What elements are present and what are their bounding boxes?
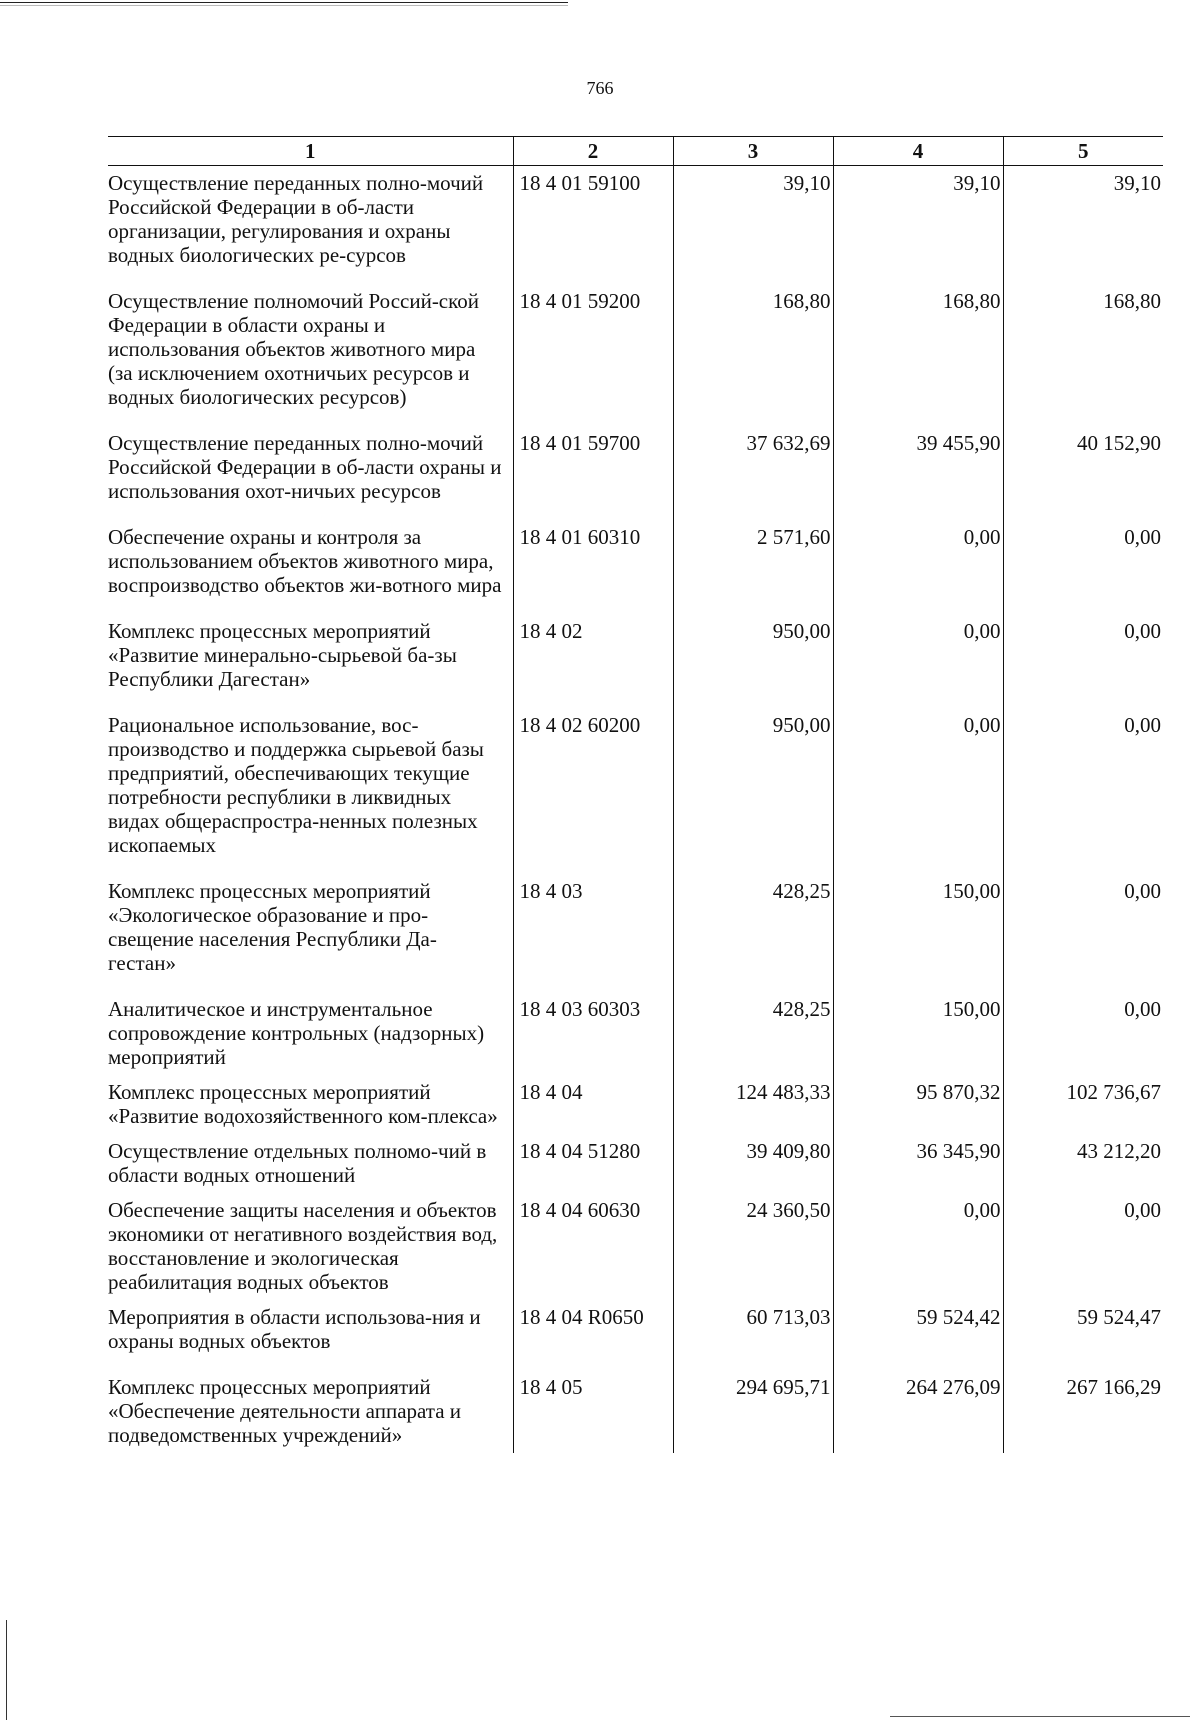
bottom-rule: [890, 1716, 1190, 1717]
row-value-5: 59 524,47: [1003, 1300, 1163, 1370]
row-name: Мероприятия в области использова-ния и охраны водных объектов: [108, 1305, 481, 1353]
table-row: [108, 614, 1163, 708]
row-code: 18 4 04 R0650: [513, 1300, 673, 1370]
row-code: 18 4 02: [513, 614, 673, 708]
row-value-3: 950,00: [673, 708, 833, 874]
row-value-5: 102 736,67: [1003, 1075, 1163, 1134]
row-name: Обеспечение защиты населения и объектов экономики от негативного воздействия вод, восстановление и экологическая реабилитация водных объектов: [108, 1198, 498, 1294]
row-code: 18 4 03 60303: [513, 992, 673, 1075]
column-header-4: 4: [833, 137, 1003, 166]
table-row: [108, 1370, 1163, 1453]
row-value-4: 39,10: [833, 166, 1003, 285]
row-value-3: 124 483,33: [673, 1075, 833, 1134]
column-header-3: 3: [673, 137, 833, 166]
row-code: 18 4 01 59100: [513, 166, 673, 285]
row-value-5: 40 152,90: [1003, 426, 1163, 520]
table-row: [108, 992, 1163, 1075]
page-number: 766: [586, 78, 614, 98]
row-value-5: 0,00: [1003, 1193, 1163, 1300]
row-code: 18 4 05: [513, 1370, 673, 1453]
row-value-3: 39,10: [673, 166, 833, 285]
table-row: [108, 1134, 1163, 1193]
budget-table: [108, 136, 1163, 1453]
row-code: 18 4 04 60630: [513, 1193, 673, 1300]
row-name: Комплекс процессных мероприятий «Развитие минерально-сырьевой ба-зы Республики Дагестан»: [108, 619, 457, 691]
row-value-3: 428,25: [673, 874, 833, 992]
row-value-3: 39 409,80: [673, 1134, 833, 1193]
row-name: Комплекс процессных мероприятий «Развитие водохозяйственного ком-плекса»: [108, 1080, 498, 1128]
row-name: Осуществление полномочий Россий-ской Федерации в области охраны и использования объектов животного мира (за исключением охотничьих ресурсов и водных биологических ресурсов): [108, 289, 480, 409]
row-code: 18 4 01 59200: [513, 284, 673, 426]
row-value-4: 0,00: [833, 708, 1003, 874]
row-name: Аналитическое и инструментальное сопровождение контрольных (надзорных) мероприятий: [108, 997, 485, 1069]
table-row: [108, 1193, 1163, 1300]
row-value-4: 264 276,09: [833, 1370, 1003, 1453]
scan-margin-mark: [6, 1620, 7, 1720]
row-name: Комплекс процессных мероприятий «Экологическое образование и про-свещение населения Республики Да-гестан»: [108, 879, 437, 975]
row-value-5: 0,00: [1003, 520, 1163, 614]
row-value-3: 950,00: [673, 614, 833, 708]
row-name: Осуществление отдельных полномо-чий в области водных отношений: [108, 1139, 487, 1187]
row-name: Комплекс процессных мероприятий «Обеспечение деятельности аппарата и подведомственных учреждений»: [108, 1375, 462, 1447]
table-row: [108, 284, 1163, 426]
row-name: Обеспечение охраны и контроля за использованием объектов животного мира, воспроизводство объектов жи-вотного мира: [108, 525, 502, 597]
table-row: [108, 166, 1163, 285]
row-code: 18 4 03: [513, 874, 673, 992]
table-row: [108, 520, 1163, 614]
row-code: 18 4 04: [513, 1075, 673, 1134]
row-value-5: 39,10: [1003, 166, 1163, 285]
row-value-3: 2 571,60: [673, 520, 833, 614]
row-name: Осуществление переданных полно-мочий Российской Федерации в об-ласти организации, регулирования и охраны водных биологических ре-сурсов: [108, 171, 484, 267]
table-header-row: [108, 137, 1163, 166]
row-value-3: 37 632,69: [673, 426, 833, 520]
row-value-4: 150,00: [833, 874, 1003, 992]
row-value-4: 168,80: [833, 284, 1003, 426]
row-name: Рациональное использование, вос-производство и поддержка сырьевой базы предприятий, обеспечивающих текущие потребности республики в ликвидных видах общераспростра-ненных полезных ископаемых: [108, 713, 484, 857]
row-value-4: 0,00: [833, 1193, 1003, 1300]
row-value-3: 24 360,50: [673, 1193, 833, 1300]
row-value-3: 168,80: [673, 284, 833, 426]
row-code: 18 4 01 59700: [513, 426, 673, 520]
column-header-2: 2: [513, 137, 673, 166]
table-row: [108, 874, 1163, 992]
row-value-5: 0,00: [1003, 992, 1163, 1075]
column-header-5: 5: [1003, 137, 1163, 166]
table-row: [108, 708, 1163, 874]
row-value-4: 95 870,32: [833, 1075, 1003, 1134]
row-value-5: 267 166,29: [1003, 1370, 1163, 1453]
row-code: 18 4 04 51280: [513, 1134, 673, 1193]
row-value-4: 0,00: [833, 520, 1003, 614]
table-row: [108, 1300, 1163, 1370]
top-rule: [0, 2, 568, 3]
row-value-4: 39 455,90: [833, 426, 1003, 520]
row-value-5: 0,00: [1003, 614, 1163, 708]
row-value-5: 43 212,20: [1003, 1134, 1163, 1193]
top-rule-faint: [0, 5, 568, 6]
table-row: [108, 1075, 1163, 1134]
row-value-4: 150,00: [833, 992, 1003, 1075]
row-value-5: 168,80: [1003, 284, 1163, 426]
row-code: 18 4 02 60200: [513, 708, 673, 874]
row-value-4: 36 345,90: [833, 1134, 1003, 1193]
row-value-5: 0,00: [1003, 708, 1163, 874]
row-value-5: 0,00: [1003, 874, 1163, 992]
row-value-4: 59 524,42: [833, 1300, 1003, 1370]
row-code: 18 4 01 60310: [513, 520, 673, 614]
row-value-4: 0,00: [833, 614, 1003, 708]
table-row: [108, 426, 1163, 520]
column-header-1: 1: [108, 137, 513, 166]
row-name: Осуществление переданных полно-мочий Российской Федерации в об-ласти охраны и использования охот-ничьих ресурсов: [108, 431, 502, 503]
row-value-3: 294 695,71: [673, 1370, 833, 1453]
row-value-3: 60 713,03: [673, 1300, 833, 1370]
row-value-3: 428,25: [673, 992, 833, 1075]
